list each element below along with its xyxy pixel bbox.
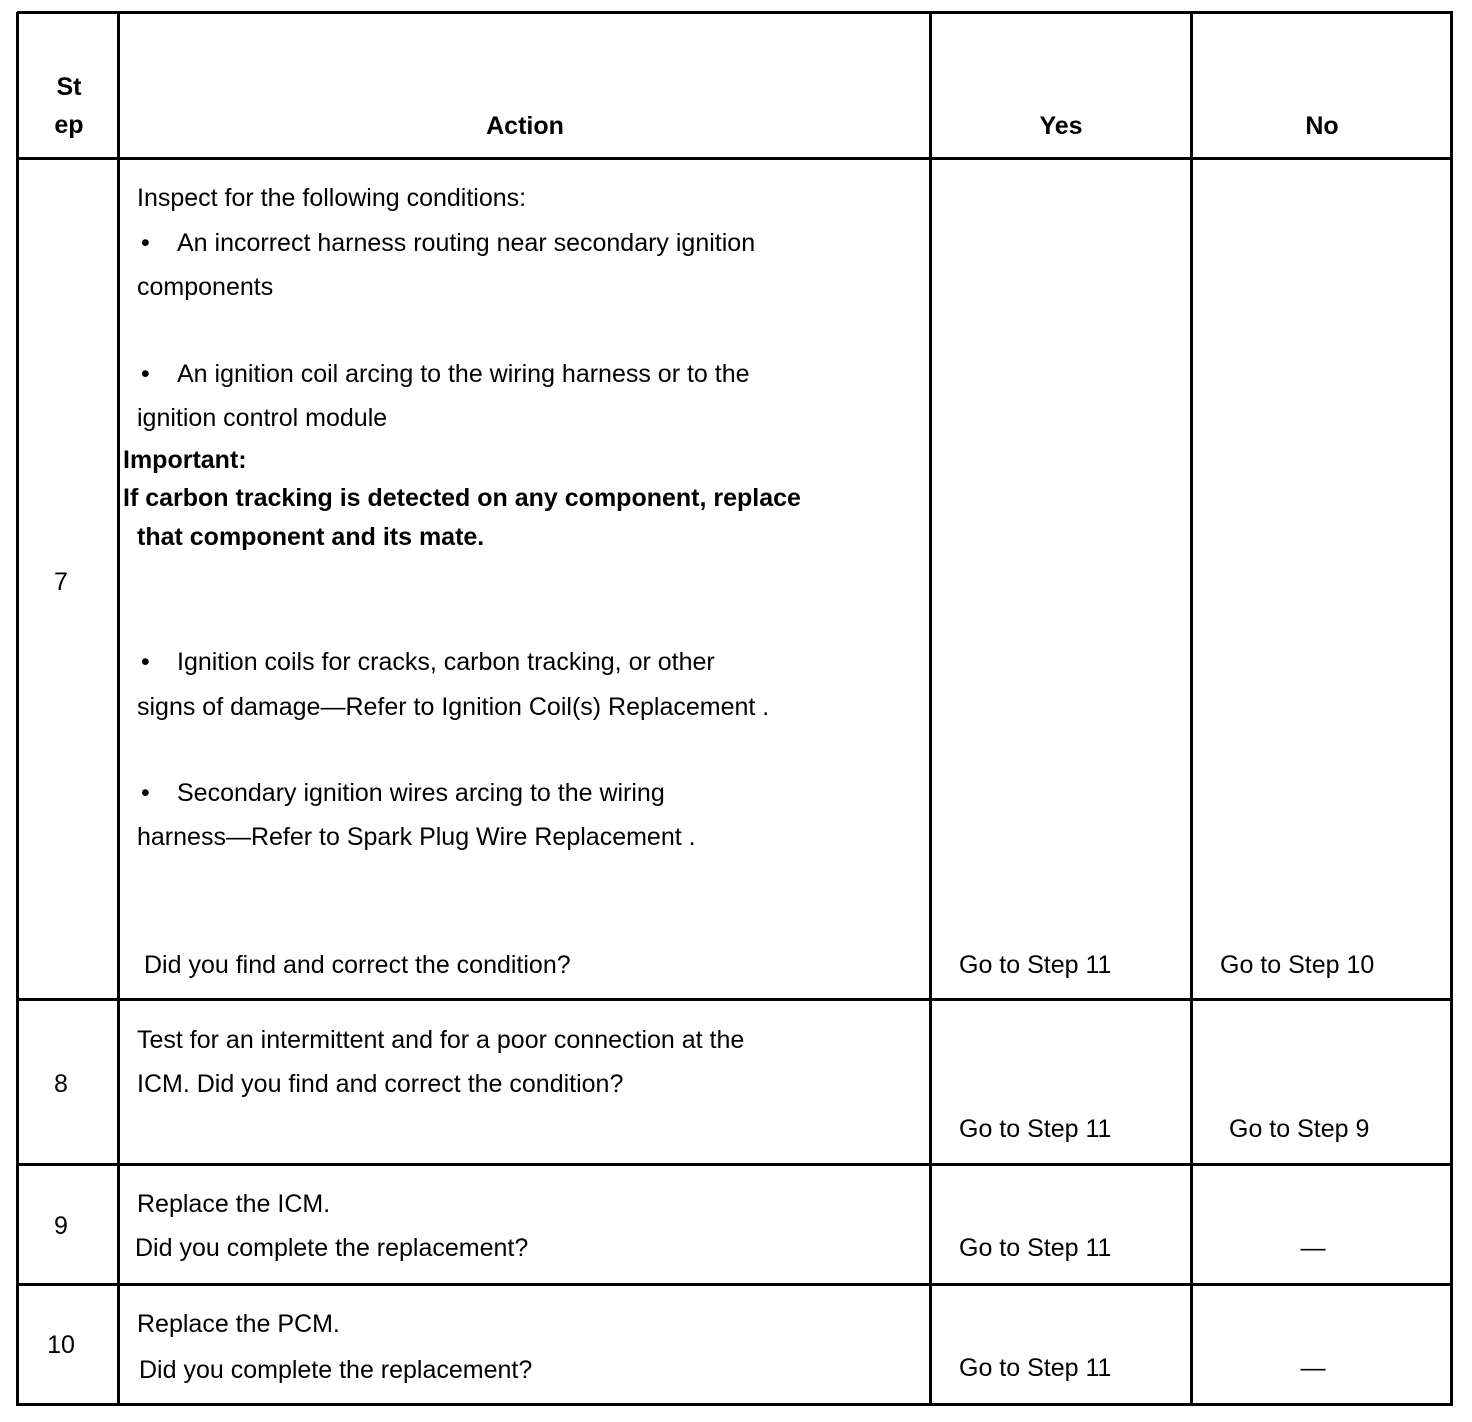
important-note: If carbon tracking is detected on any component, replace <box>123 484 801 512</box>
yes-result: Go to Step 11 <box>959 1354 1112 1382</box>
header-yes: Yes <box>1039 112 1083 140</box>
no-result: Go to Step 10 <box>1220 951 1375 979</box>
action-line: signs of damage—Refer to Ignition Coil(s) Replacement . <box>137 693 770 721</box>
no-result: Go to Step 9 <box>1229 1115 1370 1143</box>
row-divider <box>17 1283 1453 1286</box>
action-line: Ignition coils for cracks, carbon tracking, or other <box>177 648 715 676</box>
action-line: components <box>137 273 274 301</box>
bullet-icon: • <box>141 229 150 257</box>
step-number: 9 <box>54 1212 68 1240</box>
table-border-left <box>16 12 19 1406</box>
action-question: Did you find and correct the condition? <box>144 951 571 979</box>
important-note: that component and its mate. <box>137 523 485 551</box>
step-number: 8 <box>54 1070 68 1098</box>
action-line: Secondary ignition wires arcing to the wiring <box>177 779 665 807</box>
bullet-icon: • <box>141 360 150 388</box>
yes-result: Go to Step 11 <box>959 1115 1112 1143</box>
action-line: ignition control module <box>137 404 388 432</box>
header-step <box>20 72 118 140</box>
important-label: Important: <box>123 446 247 474</box>
action-line: Did you complete the replacement? <box>135 1234 529 1262</box>
table-border-bottom <box>17 1403 1453 1406</box>
action-line: An incorrect harness routing near secondary ignition <box>177 229 756 257</box>
header-step-line2: ep <box>54 111 84 139</box>
action-line: harness—Refer to Spark Plug Wire Replacement . <box>137 823 696 851</box>
column-divider <box>1190 12 1193 1406</box>
row-divider <box>17 998 1453 1001</box>
table-border-top <box>17 11 1453 14</box>
action-intro: Inspect for the following conditions: <box>137 184 527 212</box>
header-no: No <box>1305 112 1339 140</box>
step-number: 7 <box>54 568 68 596</box>
header-step-line1: St <box>56 73 82 101</box>
column-divider <box>929 12 932 1406</box>
table-border-right <box>1450 12 1453 1406</box>
action-line: Replace the ICM. <box>137 1190 331 1218</box>
yes-result: Go to Step 11 <box>959 951 1112 979</box>
action-line: Did you complete the replacement? <box>139 1356 533 1384</box>
bullet-icon: • <box>141 648 150 676</box>
action-line: Replace the PCM. <box>137 1310 340 1338</box>
action-line: An ignition coil arcing to the wiring harness or to the <box>177 360 750 388</box>
yes-result: Go to Step 11 <box>959 1234 1112 1262</box>
header-divider <box>17 157 1453 160</box>
row-divider <box>17 1163 1453 1166</box>
header-action: Action <box>486 112 564 140</box>
bullet-icon: • <box>141 779 150 807</box>
no-result: — <box>1300 1234 1326 1262</box>
action-line: Test for an intermittent and for a poor connection at the <box>137 1026 745 1054</box>
no-result: — <box>1300 1354 1326 1382</box>
step-number: 10 <box>47 1331 75 1359</box>
action-line: ICM. Did you find and correct the condition? <box>137 1070 624 1098</box>
column-divider <box>117 12 120 1406</box>
